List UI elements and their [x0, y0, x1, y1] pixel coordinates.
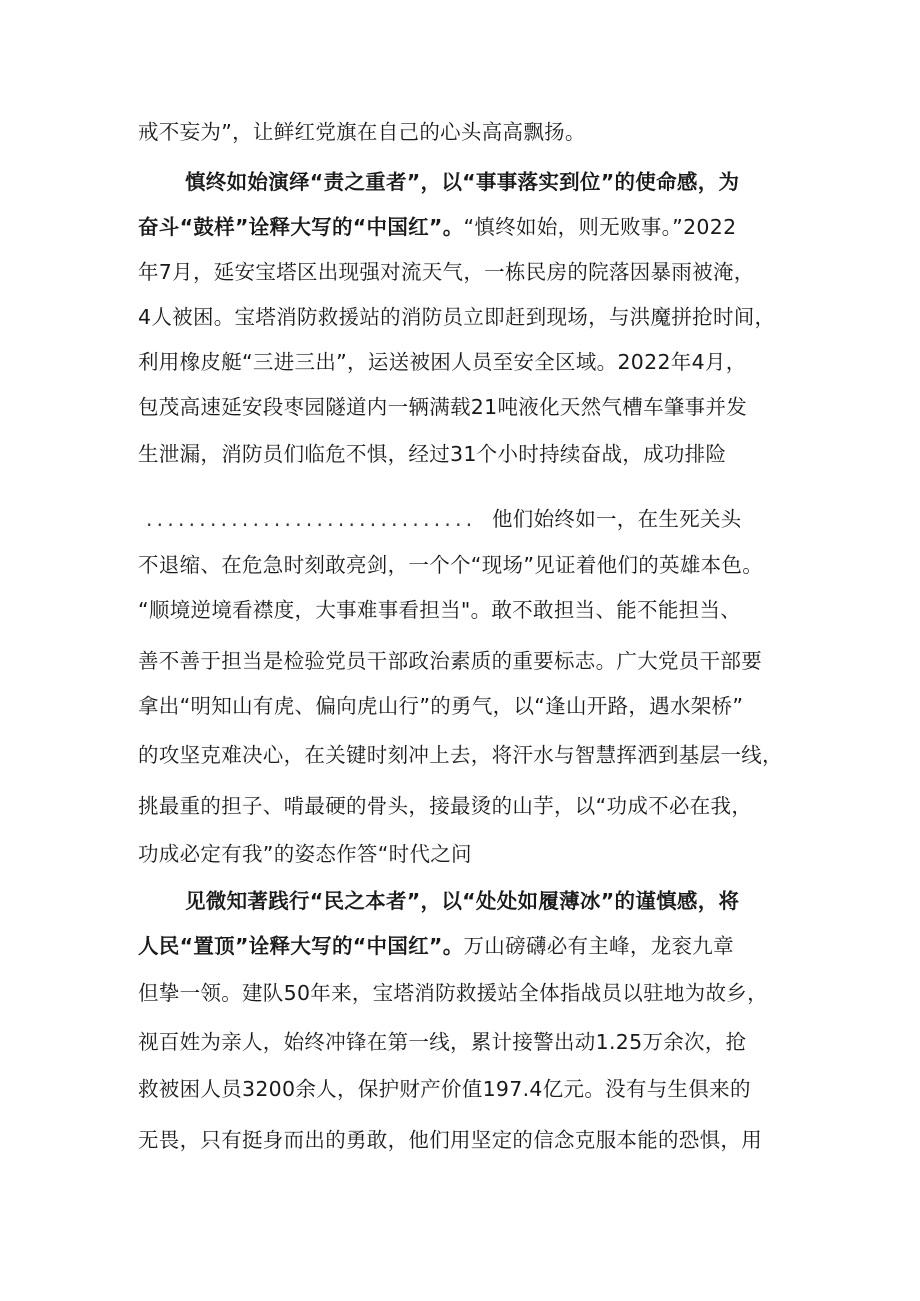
text-line: 拿出“明知山有虎、偏向虎山行”的勇气，以“逢山开路，遇水架桥”: [138, 694, 744, 718]
text-line: 利用橡皮艇“三进三出”，运送被困人员至安全区域。2022年4月，: [138, 350, 747, 374]
text-line: 无畏，只有挺身而出的勇敢，他们用坚定的信念克服本能的恐惧，用: [138, 1128, 762, 1152]
text-line: 救被困人员3200余人，保护财产价值197.4亿元。没有与生俱来的: [138, 1077, 751, 1101]
text-line: 戒不妄为”，让鲜红党旗在自己的心头高高飘扬。: [138, 120, 586, 144]
text-line: 的攻坚克难决心，在关键时刻冲上去，将汗水与智慧挥洒到基层一线，: [138, 743, 783, 767]
section-heading-tail: 奋斗“鼓样”诠释大写的“中国红”。: [138, 215, 464, 239]
section-heading-line: 慎终如始演绎“责之重者”，以“事事落实到位”的使命感，为: [185, 170, 740, 194]
text-line: 视百姓为亲人，始终冲锋在第一线，累计接警出动1.25万余次，抢: [138, 1030, 747, 1054]
text-line: 但挚一领。建队50年来，宝塔消防救援站全体指战员以驻地为故乡，: [138, 981, 768, 1005]
text-line: [138, 932, 734, 960]
section-heading-tail: 人民“置顶”诠释大写的“中国红”。: [138, 934, 464, 958]
text-line: “顺境逆境看襟度，大事难事看担当"。敢不敢担当、能不能担当、: [138, 598, 742, 622]
text-line: 生泄漏，消防员们临危不惧，经过31个小时持续奋战，成功排险: [138, 442, 727, 466]
text-line: 挑最重的担子、啃最硬的骨头，接最烫的山芋，以“功成不必在我，: [138, 794, 753, 818]
text-line: 包茂高速延安段枣园隧道内一辆满载21吨液化天然气槽车肇事并发: [138, 395, 748, 419]
text-span: “慎终如始，则无败事。”2022: [463, 215, 737, 239]
text-line: 善不善于担当是检验党员干部政治素质的重要标志。广大党员干部要: [138, 649, 762, 673]
dotted-leader: ...............................: [146, 507, 477, 531]
text-line: 不退缩、在危急时刻敢亮剑，一个个“现场”见证着他们的英雄本色。: [138, 553, 764, 577]
text-span: 万山磅礴必有主峰，龙衮九章: [463, 934, 734, 958]
section-heading-line: 见微知著践行“民之本者”，以“处处如履薄冰”的谨慎感，将: [185, 889, 740, 913]
text-line: 功成必定有我”的姿态作答“时代之问: [138, 842, 472, 866]
text-line: 4人被困。宝塔消防救援站的消防员立即赶到现场，与洪魔拼抢时间，: [138, 305, 776, 329]
text-line: [138, 213, 736, 241]
text-line: 他们始终如一，在生死关头: [492, 507, 742, 531]
text-line: 年7月，延安宝塔区出现强对流天气，一栋民房的院落因暴雨被淹，: [138, 260, 755, 284]
